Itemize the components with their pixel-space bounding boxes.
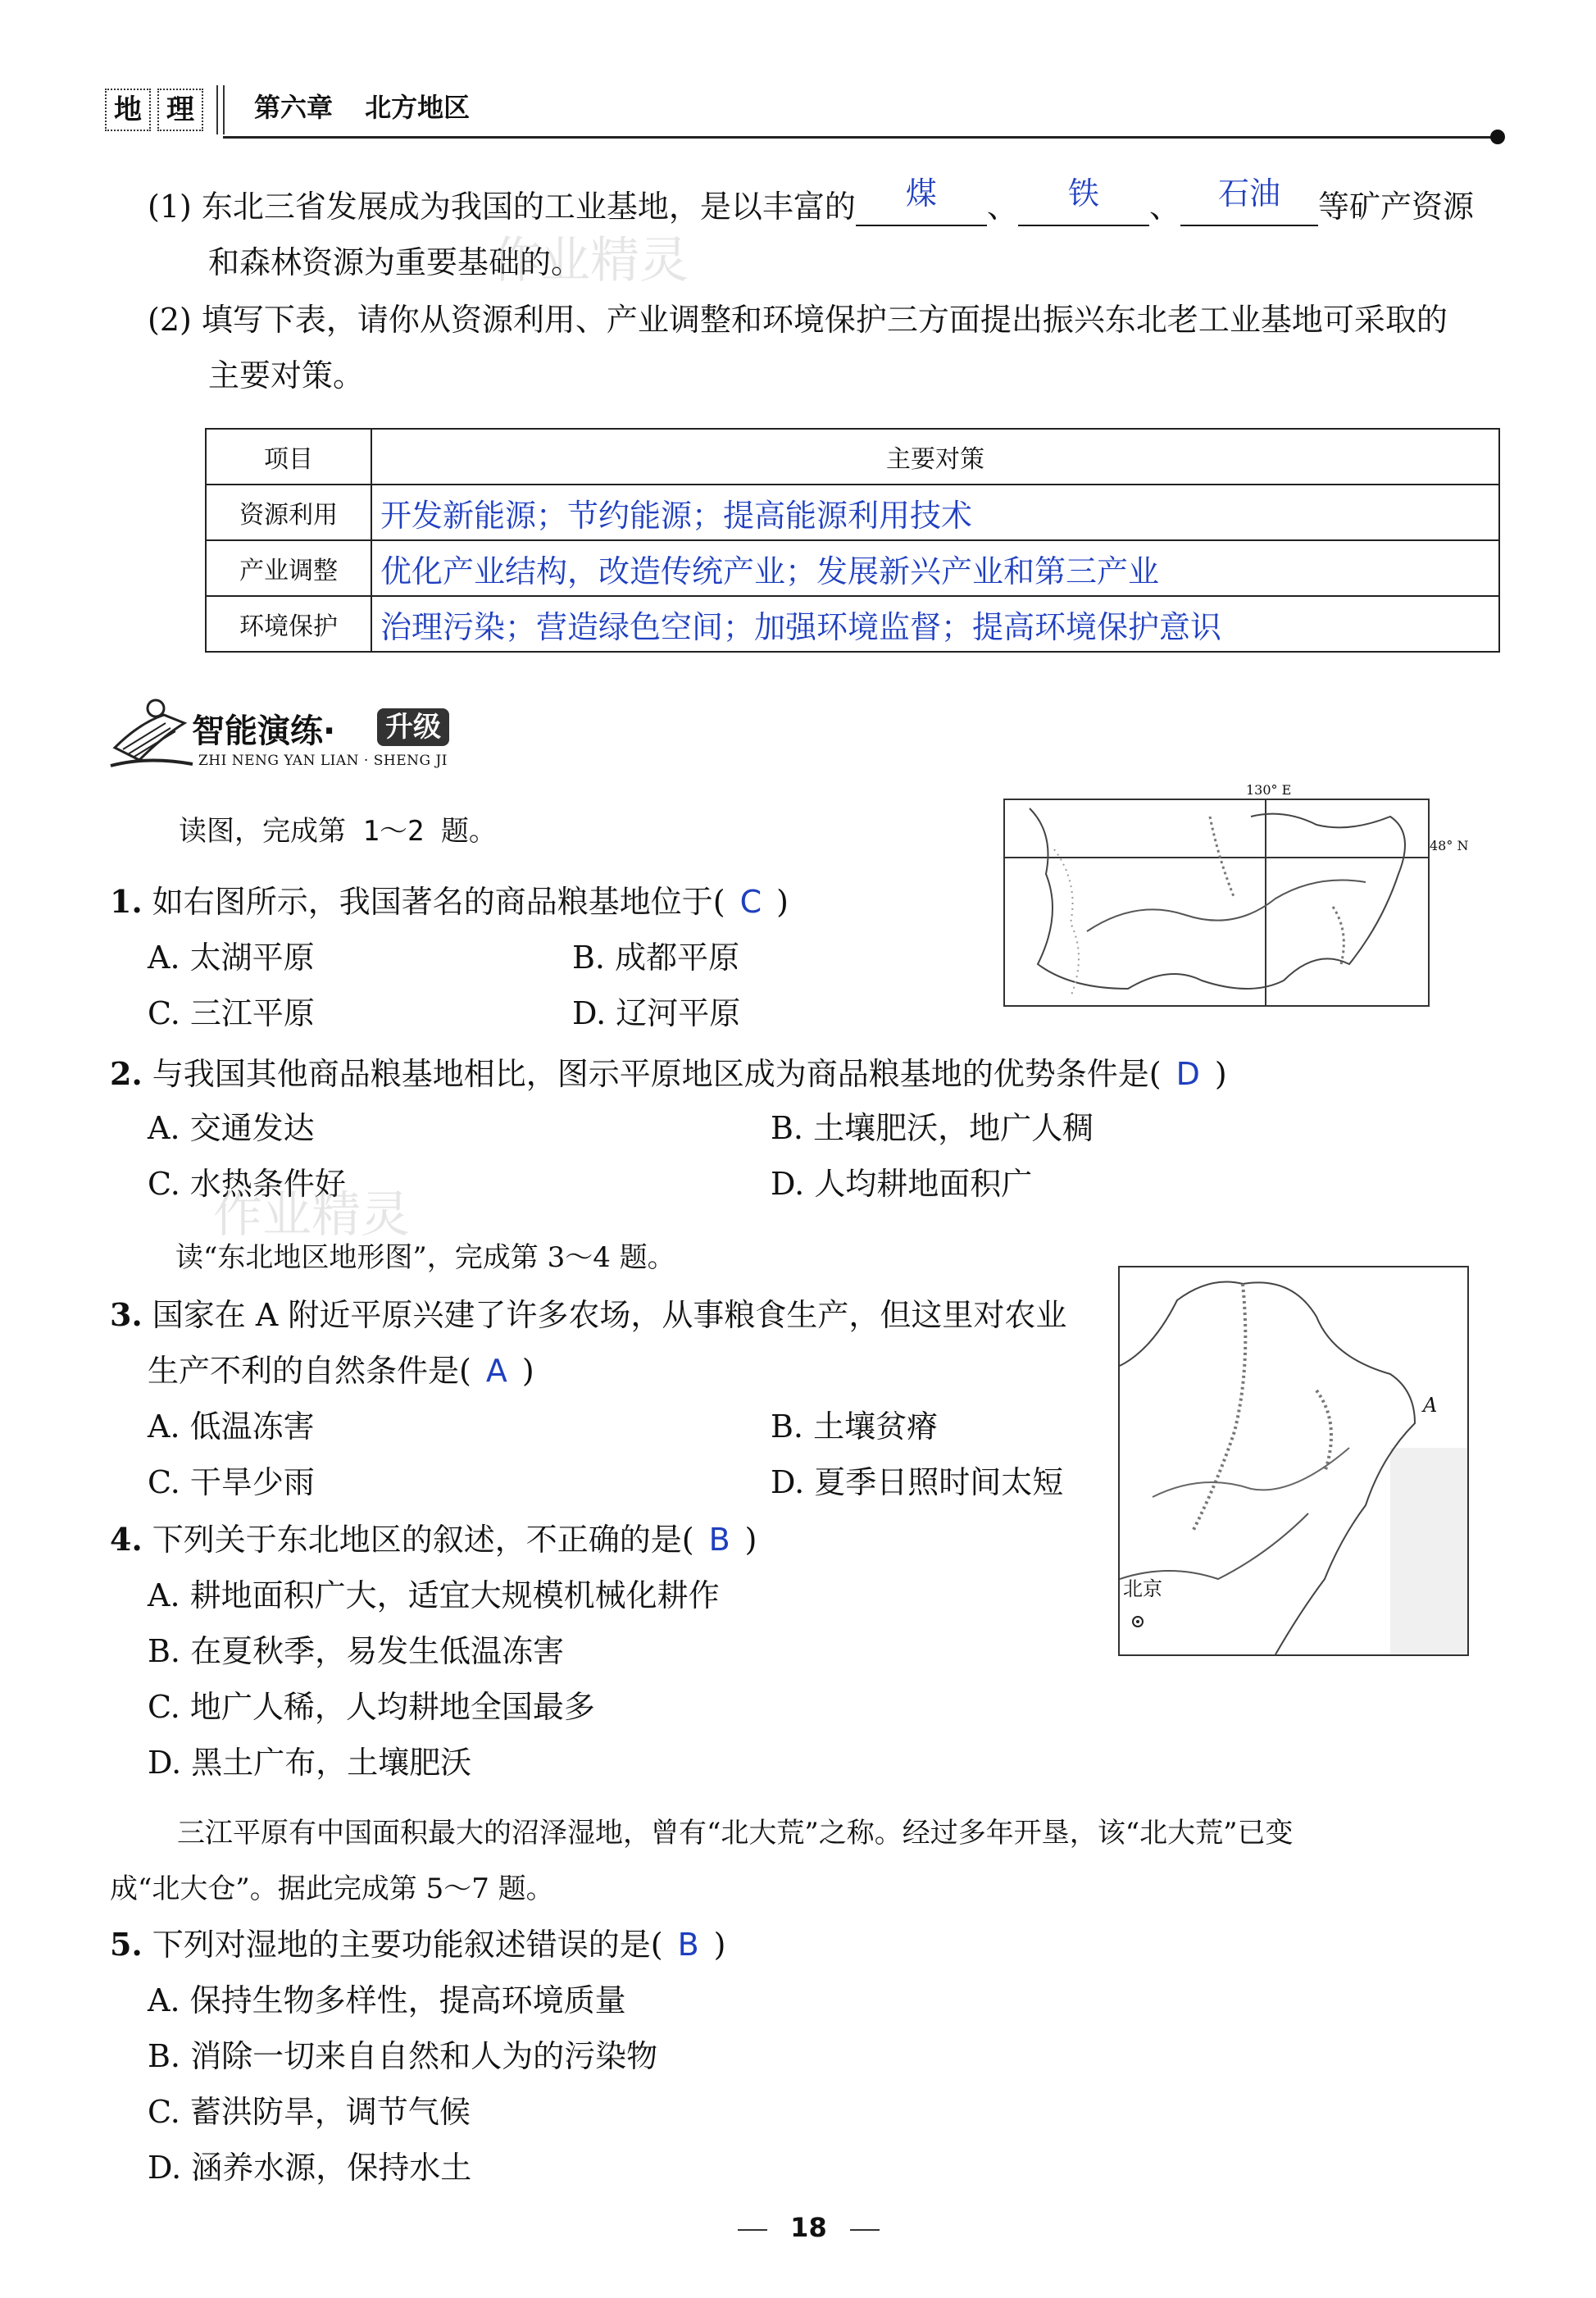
q4-text: 下列关于东北地区的叙述，不正确的是( [152, 1522, 694, 1558]
q3-answer: A [485, 1353, 507, 1389]
q1-number: 1. [110, 883, 143, 920]
q1-option-d: D. 辽河平原 [572, 995, 741, 1031]
q3-number: 3. [110, 1296, 143, 1333]
map2-outline [1120, 1267, 1467, 1654]
q4-option-b: B. 在夏秋季，易发生低温冻害 [148, 1633, 565, 1669]
table-header-item: 项目 [206, 429, 371, 485]
subject-label [105, 89, 211, 131]
header-divider [216, 85, 225, 134]
question-5: 5. 下列对湿地的主要功能叙述错误的是( B ) [110, 1926, 726, 1963]
table-cell-item: 产业调整 [206, 540, 371, 596]
q2-option-c: C. 水热条件好 [148, 1166, 346, 1202]
q5-answer: B [677, 1927, 699, 1963]
table-cell-item: 资源利用 [206, 485, 371, 540]
q-intro-part2-cont: 主要对策。 [208, 357, 365, 394]
table-cell-value: 优化产业结构，改造传统产业；发展新兴产业和第三产业 [371, 540, 1499, 596]
map1-lon-label: 130° E [1246, 782, 1292, 798]
q4-option-a: A. 耕地面积广大，适宜大规模机械化耕作 [148, 1577, 720, 1613]
q-intro-part1: (1) 东北三省发展成为我国的工业基地，是以丰富的 煤 、 铁 、 石油 等矿产资源 [148, 175, 1474, 225]
q5-option-c: C. 蓄洪防旱，调节气候 [148, 2094, 471, 2130]
section-banner [107, 690, 484, 780]
q3-option-d: D. 夏季日照时间太短 [771, 1464, 1064, 1500]
intro-q1-2: 读图，完成第 1～2 题。 [179, 815, 497, 848]
intro-q5-7: 三江平原有中国面积最大的沼泽湿地，曾有“北大荒”之称。经过多年开垦，该“北大荒”已变 [177, 1817, 1294, 1850]
countermeasure-table [205, 428, 1500, 653]
question-3 [110, 1295, 1066, 1335]
blank-3: 石油 [1180, 189, 1318, 226]
q5-text: 下列对湿地的主要功能叙述错误的是( [152, 1927, 663, 1963]
intro-q5-7-cont: 成“北大仓”。据此完成第 5～7 题。 [110, 1873, 554, 1905]
q3-text: 国家在 A 附近平原兴建了许多农场，从事粮食生产，但这里对农业 [152, 1297, 1067, 1333]
q1-text: 如右图所示，我国著名的商品粮基地位于( [152, 884, 725, 920]
question-3-cont: 生产不利的自然条件是( A ) [148, 1353, 534, 1389]
blank-1: 煤 [856, 189, 987, 226]
table-row [206, 540, 1499, 596]
section-title: 智能演练· [192, 712, 336, 750]
intro-q3-4: 读“东北地区地形图”，完成第 3～4 题。 [175, 1241, 675, 1274]
q5-number: 5. [110, 1926, 143, 1963]
q1-option-c: C. 三江平原 [148, 995, 315, 1031]
q2-text: 与我国其他商品粮基地相比，图示平原地区成为商品粮基地的优势条件是( [152, 1056, 1162, 1092]
map1-lat-label: 48° N [1430, 838, 1469, 853]
q5-option-b: B. 消除一切来自自然和人为的污染物 [148, 2038, 658, 2074]
q4-option-d: D. 黑土广布，土壤肥沃 [148, 1745, 472, 1781]
q3-option-a: A. 低温冻害 [148, 1408, 315, 1445]
table-header-row [206, 429, 1499, 485]
q5-option-d: D. 涵养水源，保持水土 [148, 2150, 472, 2186]
chapter-title [254, 87, 470, 125]
q2-answer: D [1175, 1056, 1200, 1092]
q1-option-a: A. 太湖平原 [148, 940, 315, 976]
chapter-number: 第六章 [254, 92, 334, 123]
table-cell-value: 开发新能源；节约能源；提高能源利用技术 [371, 485, 1499, 540]
section-badge: 升级 [377, 708, 449, 746]
table-cell-item: 环境保护 [206, 596, 371, 652]
question-1: 1. 如右图所示，我国著名的商品粮基地位于( C ) [110, 883, 789, 920]
question-4: 4. 下列关于东北地区的叙述，不正确的是( B ) [110, 1521, 757, 1558]
table-header-measure: 主要对策 [371, 429, 1499, 485]
q2-number: 2. [110, 1055, 143, 1092]
section-pinyin: ZHI NENG YAN LIAN · SHENG JI [198, 753, 448, 769]
q-intro-part1-cont: 和森林资源为重要基础的。 [208, 244, 583, 280]
watermark: 作业精灵 [492, 232, 689, 289]
blank-2: 铁 [1018, 189, 1149, 226]
q1-option-b: B. 成都平原 [572, 940, 740, 976]
watermark: 作业精灵 [213, 1186, 410, 1244]
q-intro-part2: (2) 填写下表，请你从资源利用、产业调整和环境保护三方面提出振兴东北老工业基地可采取的 [148, 302, 1448, 338]
q3-option-c: C. 干旱少雨 [148, 1464, 315, 1500]
chapter-region: 北方地区 [365, 92, 471, 123]
q4-answer: B [708, 1522, 730, 1558]
question-2: 2. 与我国其他商品粮基地相比，图示平原地区成为商品粮基地的优势条件是( D ) [110, 1055, 1227, 1092]
q3-text-cont: 生产不利的自然条件是( [148, 1353, 471, 1389]
q2-option-b: B. 土壤肥沃，地广人稠 [771, 1110, 1094, 1146]
subject-char-1: 地 [105, 89, 151, 131]
q5-option-a: A. 保持生物多样性，提高环境质量 [148, 1982, 626, 2018]
q2-option-a: A. 交通发达 [148, 1110, 315, 1146]
q4-option-c: C. 地广人稀，人均耕地全国最多 [148, 1689, 595, 1725]
map1-outline [1003, 799, 1430, 1007]
map2-city-label: 北京 [1123, 1577, 1162, 1600]
map2-point-label: A [1423, 1394, 1438, 1417]
table-row [206, 596, 1499, 652]
header-rule [223, 136, 1500, 139]
q1-answer: C [739, 884, 762, 920]
header-rule-dot [1490, 130, 1505, 144]
table-cell-value: 治理污染；营造绿色空间；加强环境监督；提高环境保护意识 [371, 596, 1499, 652]
q4-number: 4. [110, 1521, 143, 1558]
book-icon [107, 690, 197, 772]
map-2 [1118, 1266, 1469, 1656]
q2-option-d: D. 人均耕地面积广 [771, 1166, 1033, 1202]
map-1 [1002, 782, 1469, 1008]
page-number-value: 18 [790, 2212, 827, 2243]
table-row [206, 485, 1499, 540]
subject-char-2: 理 [157, 89, 203, 131]
q3-option-b: B. 土壤贫瘠 [771, 1408, 939, 1445]
page-number [738, 2212, 880, 2243]
